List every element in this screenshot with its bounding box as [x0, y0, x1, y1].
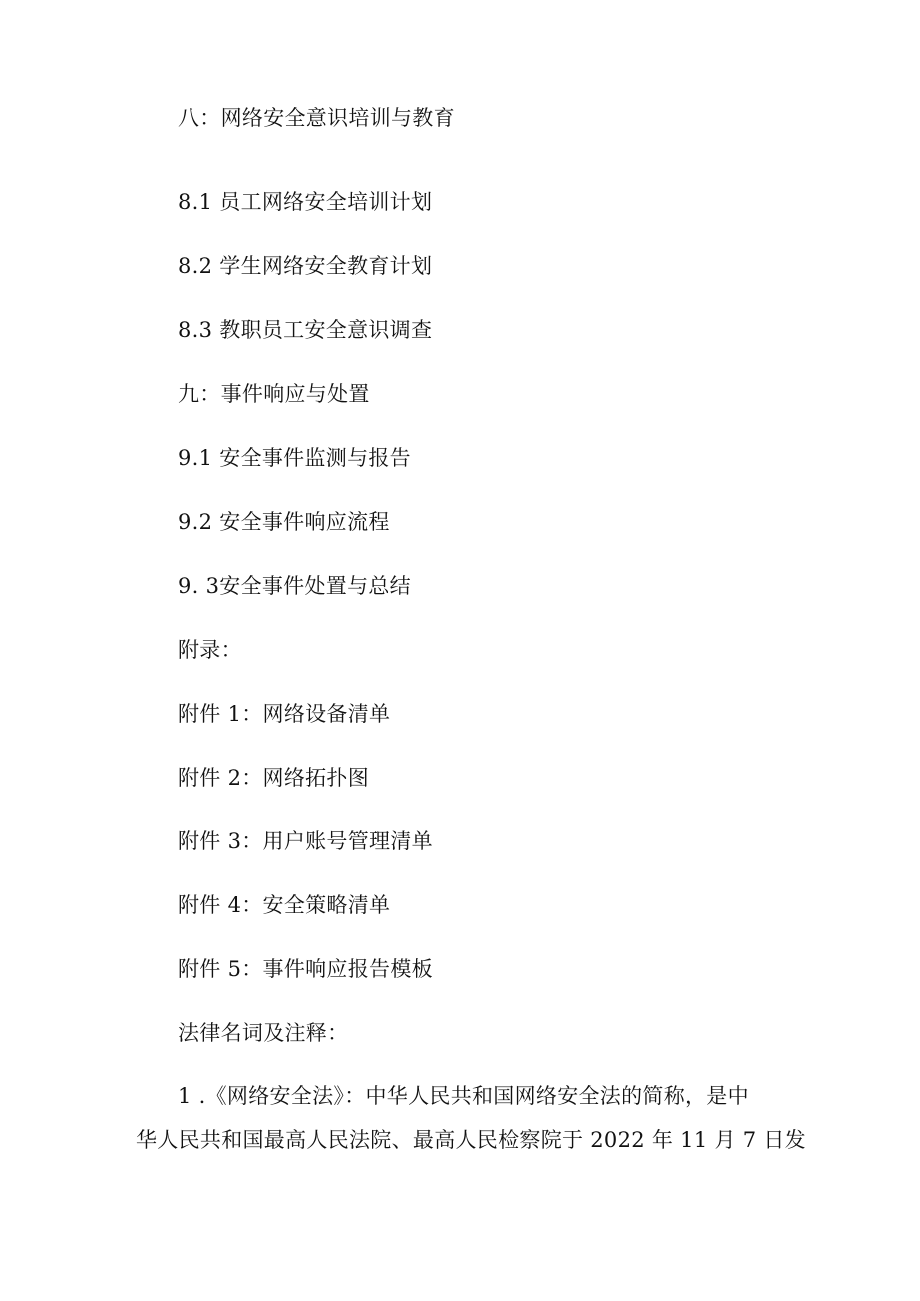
section-heading-9: 九：事件响应与处置: [178, 382, 370, 406]
toc-item-9-1: 9.1 安全事件监测与报告: [178, 446, 411, 470]
section-heading-8: 八：网络安全意识培训与教育: [178, 106, 455, 130]
toc-item-9-2: 9.2 安全事件响应流程: [178, 510, 390, 534]
glossary-heading: 法律名词及注释：: [178, 1021, 349, 1045]
glossary-item-1: [136, 1074, 806, 1162]
glossary-item-1-line-2: 华人民共和国最高人民法院、最高人民检察院于 2022 年 11 月 7 日发: [136, 1128, 806, 1152]
appendix-heading: 附录：: [178, 638, 242, 662]
appendix-item-2: 附件 2：网络拓扑图: [178, 766, 370, 790]
toc-item-8-3: 8.3 教职员工安全意识调查: [178, 318, 433, 342]
appendix-item-4: 附件 4：安全策略清单: [178, 893, 391, 917]
toc-item-9-3: 9. 3安全事件处置与总结: [178, 574, 411, 598]
glossary-item-1-line-1: 1 .《网络安全法》：中华人民共和国网络安全法的简称，是中: [178, 1084, 749, 1108]
appendix-item-1: 附件 1：网络设备清单: [178, 702, 391, 726]
appendix-item-3: 附件 3：用户账号管理清单: [178, 829, 433, 853]
toc-item-8-2: 8.2 学生网络安全教育计划: [178, 254, 433, 278]
appendix-item-5: 附件 5：事件响应报告模板: [178, 957, 433, 981]
toc-item-8-1: 8.1 员工网络安全培训计划: [178, 190, 433, 214]
